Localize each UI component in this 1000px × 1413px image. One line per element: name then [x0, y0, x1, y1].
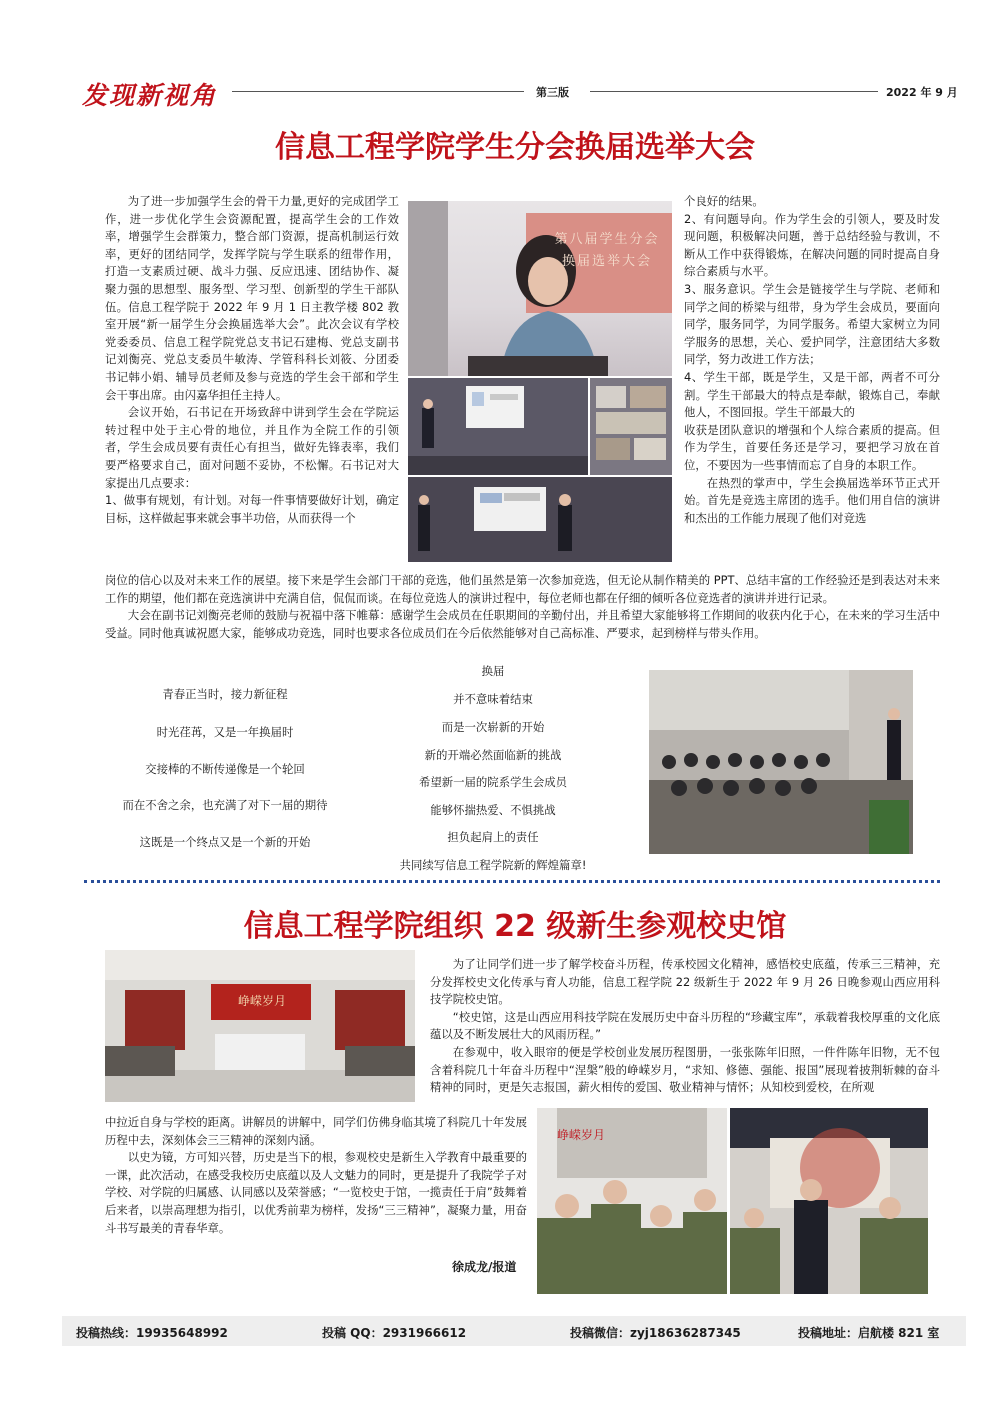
poem-right-line: 换届 — [481, 664, 505, 678]
poem-left-line: 这既是一个终点又是一个新的开始 — [139, 835, 311, 849]
article1-full-width — [105, 572, 940, 642]
paragraph: 在热烈的掌声中，学生会换届选举环节正式开始。首先是竞选主席团的选手。他们用自信的演讲和杰出的工作能力展现了他们对竞选 — [684, 475, 940, 525]
submission-qq: 投稿 QQ：2931966612 — [322, 1326, 467, 1340]
photo-banner-text: 第八届学生分会 换届选举大会 — [554, 232, 660, 269]
poem-left-line: 交接棒的不断传递像是一个轮回 — [145, 762, 305, 776]
page-number: 第三版 — [536, 86, 569, 99]
students-visiting-photo-1 — [537, 1108, 727, 1294]
paragraph: 大会在副书记刘衡亮老师的鼓励与祝福中落下帷幕：感谢学生会成员在任职期间的辛勤付出，并且希望大家能够将工作期间的收获内化于心，在未来的学习生活中受益。同时他真诚祝愿大家，能够成功竞选，同时也要求各位成员们在今后依然能够对自己高标准、严要求，起到榜样与带头作用。 — [105, 608, 940, 640]
paragraph: “校史馆，这是山西应用科技学院在发展历史中奋斗历程的“珍藏宝库”，承载着我校厚重的文化底蕴以及不断发展壮大的风雨历程。” — [430, 1009, 940, 1042]
poem-right-line: 能够怀揣热爱、不惧挑战 — [430, 803, 556, 817]
masthead-rule-right — [590, 91, 878, 92]
exhibit-banner-text: 峥嵘岁月 — [557, 1128, 606, 1142]
paragraph: 2、有问题导向。作为学生会的引领人，要及时发现问题，积极解决问题，善于总结经验与教训，不断从工作中获得锻炼，在解决问题的同时提高自身综合素质与水平。 — [684, 211, 940, 279]
poem-right-line: 共同续写信息工程学院新的辉煌篇章! — [399, 858, 587, 872]
election-classroom-photo-2 — [408, 477, 672, 562]
paragraph: 为了让同学们进一步了解学校奋斗历程，传承校园文化精神，感悟校史底蕴，传承三三精神，充分发挥校史文化传承与育人功能，信息工程学院 22 级新生于 2022 年 9 月 26 日晚参观山西应用科技学院校史馆。 — [430, 957, 940, 1007]
submission-footer — [62, 1316, 966, 1346]
classroom-illustration — [408, 378, 588, 475]
poem-right-line: 而是一次崭新的开始 — [441, 720, 545, 734]
poem-left-line: 时光荏苒，又是一年换届时 — [156, 725, 294, 739]
paragraph: 为了进一步加强学生会的骨干力量,更好的完成团学工作，进一步优化学生会资源配置，提高学生会的工作效率，增强学生会群策力，整合部门资源，提高机制运行效率，更好的团结同学，发挥学院与学生联系的纽带作用，打造一支素质过硬、战斗力强、反应迅速、团结协作、凝聚力强的思想型、服务型、学习型、创新型的学生干部队伍。信息工程学院于 2022 年 9 月 1 日主教学楼 802 教室开展“新一届学生分会换届选举大会”。此次会议有学校党委委员、信息工程学院党总支书记石建梅、党总支副书记刘衡亮、党总支委员牛敏涛、学管科科长刘筱、分团委书记韩小娟、辅导员老师及参与竞选的学生会干部和学生会干事出席。由闪嘉华担任主持人。 — [105, 194, 399, 402]
poem-left-line: 而在不舍之余，也充满了对下一届的期待 — [122, 798, 328, 812]
issue-date: 2022 年 9 月 — [886, 86, 958, 99]
paragraph: 会议开始，石书记在开场致辞中讲到学生会在学院运转过程中处于主心骨的地位，并且作为全院工作的引领者，学生会成员要有责任心有担当，做好先锋表率，我们要严格要求自己，面对问题不妥协，不松懈。石书记对大家提出几点要求： — [105, 405, 399, 490]
submission-address: 投稿地址：启航楼 821 室 — [798, 1326, 940, 1340]
section-divider — [84, 880, 940, 883]
paragraph: 个良好的结果。 — [684, 194, 764, 208]
paragraph: 3、服务意识。学生会是链接学生与学院、老师和同学之间的桥梁与纽带，身为学生会成员，要面向同学，服务同学，为同学服务。希望大家树立为同学服务的思想，关心、爱护同学，注意团结大多数同学，努力改进工作方法； — [684, 281, 940, 367]
history-museum-photo — [105, 950, 415, 1102]
election-audience-photo — [649, 670, 913, 854]
poem-left-line: 青春正当时，接力新征程 — [162, 687, 288, 701]
masthead-rule-left — [232, 91, 524, 92]
submission-wechat: 投稿微信：zyj18636287345 — [570, 1326, 741, 1340]
article2-column-left — [105, 1114, 527, 1237]
photo-wall-illustration — [590, 378, 672, 475]
speaker-illustration — [408, 201, 672, 376]
screen-illustration — [408, 477, 672, 562]
article2-column-right — [430, 956, 940, 1097]
paragraph: 收获是团队意识的增强和个人综合素质的提高。但作为学生，首要任务还是学习，要把学习放在首位，不要因为一些事情而忘了自身的本职工作。 — [684, 422, 940, 472]
election-meeting-speaker-photo — [408, 201, 672, 376]
poem-right-line: 担负起肩上的责任 — [447, 830, 539, 844]
paragraph: 以史为镜，方可知兴替，历史是当下的根，参观校史是新生入学教育中最重要的一课，此次活动，在感受我校历史底蕴以及人文魅力的同时，更是提升了我院学子对学校、对学院的归属感、认同感以及荣誉感；“一览校史于馆，一揽责任于肩”鼓舞着后来者，以崇高理想为指引，以优秀前辈为榜样，发扬“三三精神”，凝聚力量，用奋斗书写最美的青春华章。 — [105, 1150, 527, 1235]
masthead-title: 发现新视角 — [82, 81, 218, 110]
poem-right-line: 新的开端必然面临新的挑战 — [424, 748, 562, 762]
paragraph: 岗位的信心以及对未来工作的展望。接下来是学生会部门干部的竞选，他们虽然是第一次参加竞选，但无论从制作精美的 PPT、总结丰富的工作经验还是到表达对未来工作的期望，他们都在竞选演讲中充满自信，侃侃而谈。在每位竞选人的演讲过程中，每位老师也都在仔细的倾听各位竞选者的演讲并进行记录。 — [105, 573, 940, 605]
paragraph: 中拉近自身与学校的距离。讲解员的讲解中，同学们仿佛身临其境了科院几十年发展历程中去，深刻体会三三精神的深刻内涵。 — [105, 1115, 527, 1147]
audience-illustration — [649, 670, 913, 854]
election-classroom-photo-1 — [408, 378, 588, 475]
paragraph: 在参观中，收入眼帘的便是学校创业发展历程图册，一张张陈年旧照，一件件陈年旧物，无不包含着科院几十年奋斗历程中“涅槃”般的峥嵘岁月，“求知、修德、强能、报国”展现着披荆斩棘的奋斗精神的同时，更是矢志报国，薪火相传的爱国、敬业精神与情怀；从知校到爱校，在所观 — [430, 1044, 940, 1095]
students-illustration-2 — [730, 1108, 928, 1294]
museum-banner-text: 峥嵘岁月 — [237, 994, 286, 1008]
students-visiting-photo-2 — [730, 1108, 928, 1294]
submission-hotline: 投稿热线：19935648992 — [76, 1326, 228, 1340]
poem-right-line: 希望新一届的院系学生会成员 — [418, 775, 568, 789]
article1-headline: 信息工程学院学生分会换届选举大会 — [275, 130, 755, 165]
article1-column-left — [105, 193, 399, 527]
museum-hall-illustration — [105, 950, 415, 1102]
paragraph: 1、做事有规划，有计划。对每一件事情要做好计划，确定目标，这样做起事来就会事半功倍，从而获得一个 — [105, 493, 399, 525]
election-photo-wall — [590, 378, 672, 475]
poem-right-line: 并不意味着结束 — [453, 692, 533, 706]
article1-column-right — [684, 193, 940, 527]
byline: 徐成龙/报道 — [452, 1260, 517, 1274]
article2-headline: 信息工程学院组织 22 级新生参观校史馆 — [243, 909, 787, 944]
paragraph: 4、学生干部，既是学生，又是干部，两者不可分割。学生干部最大的特点是奉献，锻炼自己，奉献他人，不图回报。学生干部最大的 — [684, 369, 940, 420]
